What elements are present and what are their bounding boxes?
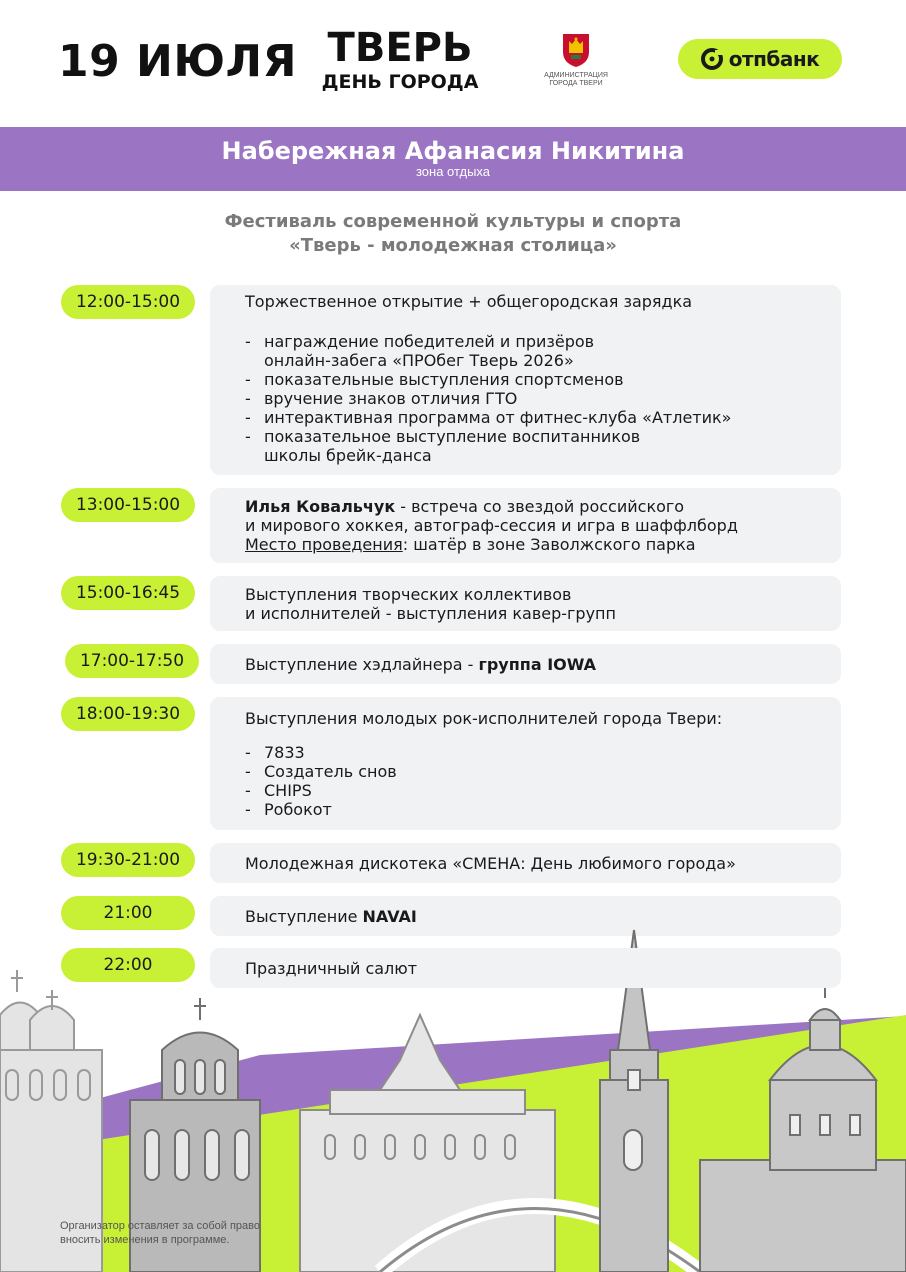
disclaimer-note: Организатор оставляет за собой право вносить изменения в программе. [60,1220,260,1246]
event-date: 19 ИЮЛЯ [58,36,297,87]
card-text: Молодежная дискотека «СМЕНА: День любимого города» [245,854,736,873]
list-item: - показательные выступления спортсменов [245,370,841,389]
card-text: Выступление хэдлайнера - [245,655,479,674]
location-subtitle: зона отдыха [415,164,491,179]
band-list [245,743,841,819]
list-item: - 7833 [245,743,841,762]
list-item: - показательное выступление воспитанников школы брейк-данса [245,427,841,465]
list-item: - интерактивная программа от фитнес-клуба «Атлетик» [245,408,841,427]
card-text: Выступления творческих коллективов [245,585,572,604]
admin-line1: АДМИНИСТРАЦИЯ [544,72,608,79]
time-badge: 13:00-15:00 [61,488,195,522]
activity-list [245,332,841,465]
venue-label: Место проведения [245,535,403,554]
coat-of-arms-icon [561,32,591,68]
headliner-name: группа IOWA [478,655,597,674]
city-title-block [300,26,500,94]
list-item: - Создатель снов [245,762,841,781]
festival-line2: «Тверь - молодежная столица» [289,235,617,256]
admin-line2: ГОРОДА ТВЕРИ [549,80,603,87]
time-badge: 15:00-16:45 [61,576,195,610]
city-title: ТВЕРЬ [327,25,473,71]
administration-logo [528,32,624,88]
schedule-card [210,488,841,563]
schedule-card [210,948,841,988]
time-badge: 22:00 [61,948,195,982]
time-badge: 21:00 [61,896,195,930]
bank-logo [678,39,842,79]
schedule-card [210,576,841,631]
schedule-card [210,697,841,830]
performer-name: NAVAI [362,907,417,926]
time-badge: 17:00-17:50 [65,644,199,678]
time-badge: 19:30-21:00 [61,843,195,877]
venue-text: : шатёр в зоне Заволжского парка [402,535,696,554]
location-banner [0,127,906,191]
schedule-card [210,843,841,883]
card-text: и мирового хоккея, автограф-сессия и игра в шаффлборд [245,516,738,535]
city-subtitle: ДЕНЬ ГОРОДА [321,71,479,93]
list-item: - CHIPS [245,781,841,800]
card-text: - встреча со звездой российского [395,497,685,516]
festival-line1: Фестиваль современной культуры и спорта [224,211,682,232]
card-text: Праздничный салют [245,959,418,978]
card-title: Выступления молодых рок-исполнителей города Твери: [245,709,723,728]
card-text: и исполнителей - выступления кавер-групп [245,604,616,623]
time-badge: 12:00-15:00 [61,285,195,319]
bank-logo-icon [701,48,723,70]
schedule-card [210,285,841,475]
time-badge: 18:00-19:30 [61,697,195,731]
location-title: Набережная Афанасия Никитина [221,137,685,165]
card-title: Торжественное открытие + общегородская зарядка [245,292,693,311]
festival-title [0,210,906,258]
guest-name: Илья Ковальчук [245,497,396,516]
bank-name: отпбанк [728,47,820,71]
list-item: - Робокот [245,800,841,819]
schedule-card [210,644,841,684]
card-text: Выступление [245,907,363,926]
list-item: - вручение знаков отличия ГТО [245,389,841,408]
list-item: - награждение победителей и призёров онлайн-забега «ПРОбег Тверь 2026» [245,332,841,370]
